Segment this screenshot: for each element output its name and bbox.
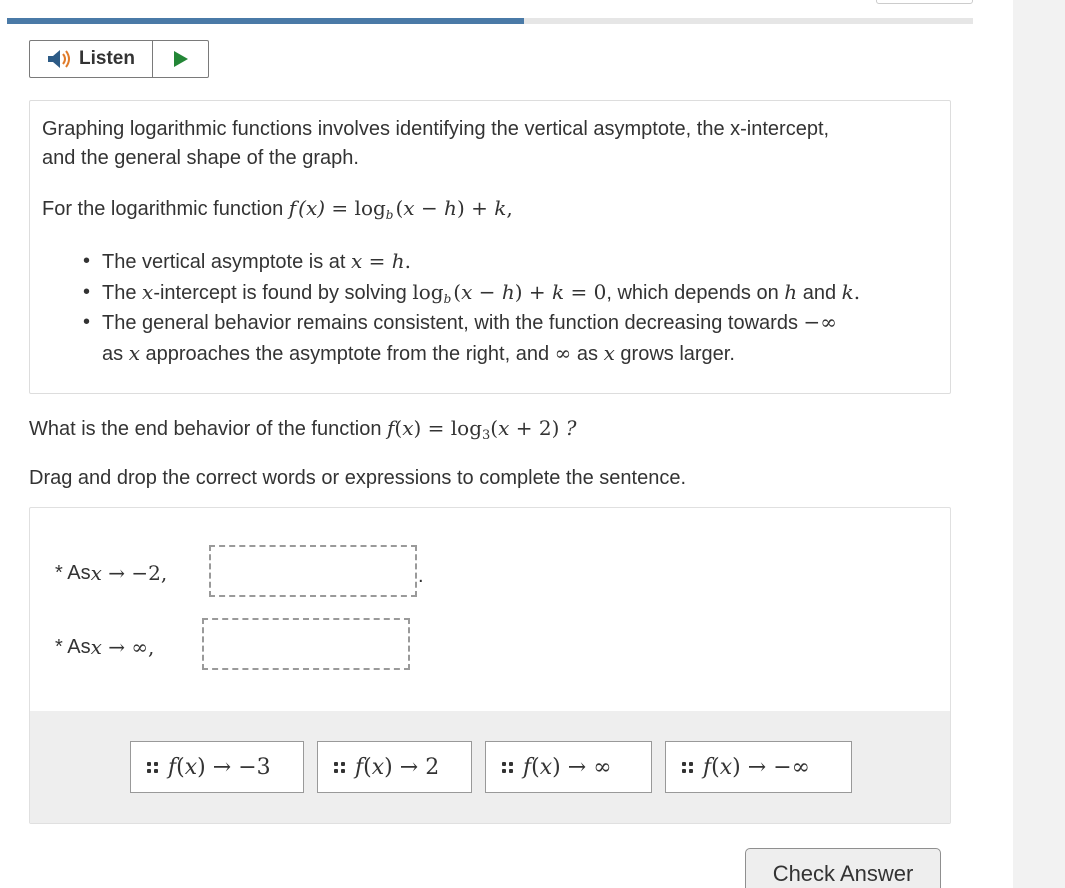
- check-answer-button[interactable]: Check Answer: [745, 848, 941, 888]
- bullet-intercept: • The x-intercept is found by solving $\log_b$ (x − h) + k = 0, which depends on h and k.: [102, 278, 938, 309]
- function-prefix: For the logarithmic function: [42, 198, 289, 220]
- play-icon: [173, 50, 189, 68]
- question-formula: $f(x) = \log_3(x + 2)$: [387, 416, 560, 443]
- sentence-1-expression: x → −2,: [90, 561, 168, 585]
- answer-bank: [30, 711, 951, 824]
- function-formula: f $(x) = \log_b$ (x − h) + k,: [288, 196, 513, 222]
- sentence-2-expression: x → ∞,: [90, 635, 155, 659]
- listen-label: Listen: [79, 48, 135, 69]
- drag-handle-icon: [334, 762, 345, 773]
- instruction-text: Drag and drop the correct words or expressions to complete the sentence.: [29, 467, 687, 489]
- choice-chip[interactable]: f(x) → −3: [130, 741, 304, 793]
- sentence-1: * As x → −2,: [55, 561, 168, 585]
- intro-line-2: and the general shape of the graph.: [42, 147, 359, 169]
- speaker-icon: [47, 49, 73, 69]
- bullet-list: [42, 247, 938, 369]
- listen-button[interactable]: [30, 41, 153, 77]
- sentence-1-period: .: [418, 565, 424, 587]
- progress-fill: [7, 18, 524, 24]
- drag-handle-icon: [147, 762, 158, 773]
- choice-chip[interactable]: f(x) → 2: [317, 741, 472, 793]
- dropzone-2[interactable]: [202, 618, 410, 670]
- progress-bar: [7, 18, 973, 24]
- sentence-2: * As x → ∞,: [55, 635, 155, 659]
- play-button[interactable]: [153, 41, 208, 77]
- question-text: What is the end behavior of the function $f(x) = \log_3(x + 2)$ ?: [29, 416, 577, 443]
- listen-control: [29, 40, 209, 78]
- choice-chip[interactable]: f(x) → ∞: [485, 741, 652, 793]
- bullet-behavior: • The general behavior remains consistent, with the function decreasing towards −∞ as x approaches the asymptote from the right, and ∞ as x grows larger.: [102, 308, 938, 369]
- drag-handle-icon: [502, 762, 513, 773]
- right-rail: [1013, 0, 1065, 888]
- bullet-asymptote: • The vertical asymptote is at x = h.: [102, 247, 938, 278]
- dropzone-1[interactable]: [209, 545, 417, 597]
- top-toolbar-button[interactable]: [876, 0, 973, 4]
- info-panel: [29, 100, 951, 394]
- function-definition: [42, 194, 938, 224]
- choice-chip[interactable]: f(x) → −∞: [665, 741, 852, 793]
- drag-handle-icon: [682, 762, 693, 773]
- drag-drop-area: [29, 507, 951, 824]
- intro-line-1: Graphing logarithmic functions involves identifying the vertical asymptote, the x-intercept,: [42, 118, 830, 140]
